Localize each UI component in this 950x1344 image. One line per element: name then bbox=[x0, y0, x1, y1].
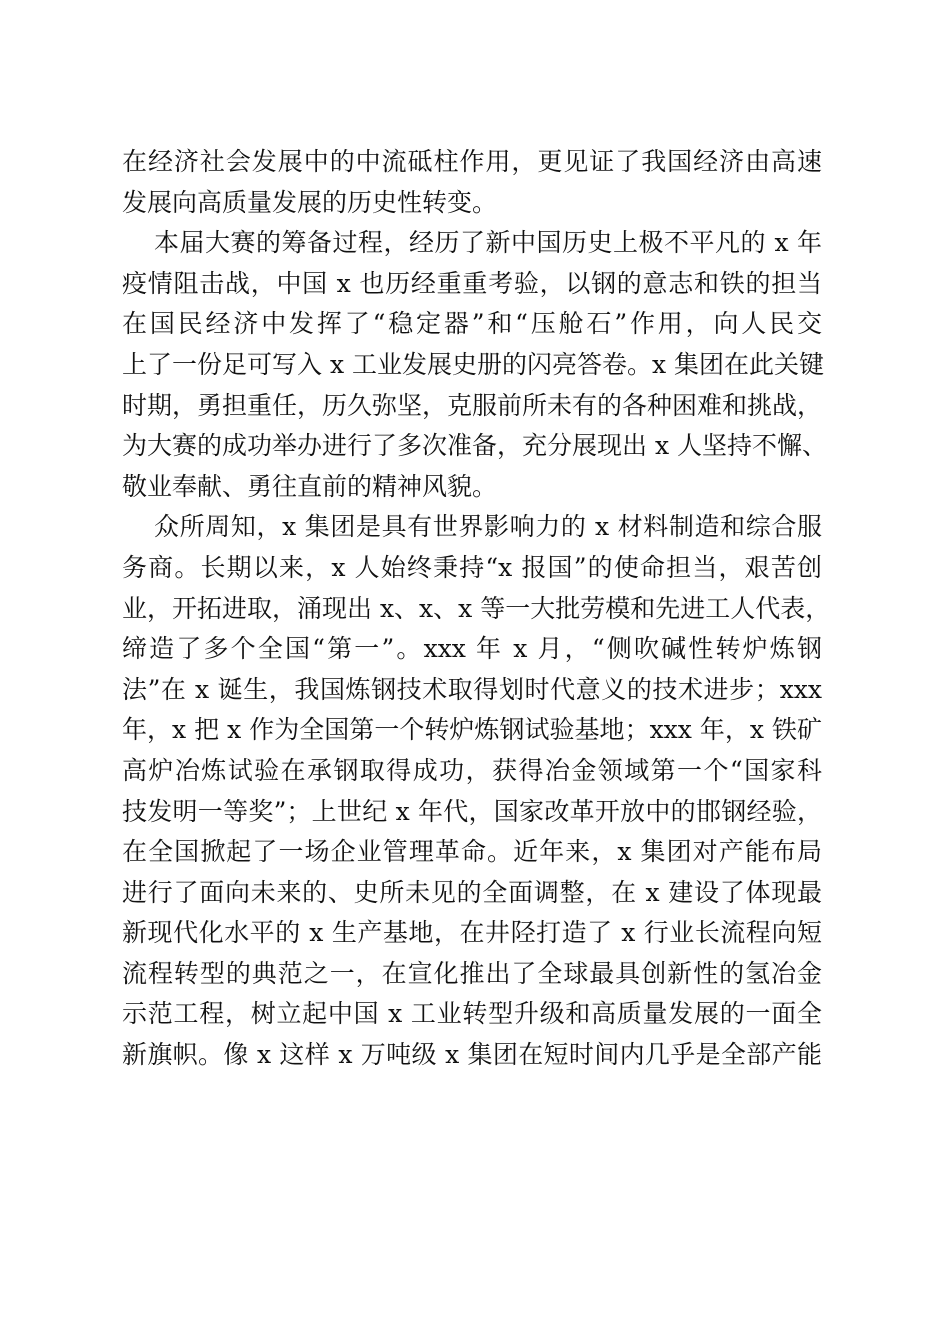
text-line: 发展向高质量发展的历史性转变。 bbox=[122, 187, 498, 217]
text-line: 新旗帜。像 x 这样 x 万吨级 x 集团在短时间内几乎是全部产能 bbox=[122, 1040, 822, 1070]
text-line: 业，开拓进取，涌现出 x、x、x 等一大批劳模和先进工人代表， bbox=[122, 593, 831, 623]
text-line: 为大赛的成功举办进行了多次准备，充分展现出 x 人坚持不懈、 bbox=[122, 431, 827, 461]
text-line: 时期，勇担重任，历久弥坚，克服前所未有的各种困难和挑战， bbox=[122, 390, 823, 420]
text-line: 法”在 x 诞生，我国炼钢技术取得划时代意义的技术进步；xxx bbox=[122, 674, 822, 704]
text-line: 技发明一等奖”；上世纪 x 年代，国家改革开放中的邯钢经验， bbox=[122, 796, 822, 826]
text-line: 务商。长期以来，x 人始终秉持“x 报国”的使命担当，艰苦创 bbox=[122, 552, 822, 582]
paragraph bbox=[122, 507, 831, 1075]
text-line: 疫情阻击战，中国 x 也历经重重考验，以钢的意志和铁的担当 bbox=[122, 268, 822, 298]
text-line: 在经济社会发展中的中流砥柱作用，更见证了我国经济由高速 bbox=[122, 147, 822, 176]
body-text bbox=[122, 142, 831, 1076]
text-line: 进行了面向未来的、史所未见的全面调整，在 x 建设了体现最 bbox=[122, 877, 822, 907]
text-line: 众所周知，x 集团是具有世界影响力的 x 材料制造和综合服 bbox=[154, 512, 822, 542]
text-line: 敬业奉献、勇往直前的精神风貌。 bbox=[122, 471, 498, 501]
text-line: 年，x 把 x 作为全国第一个转炉炼钢试验基地；xxx 年，x 铁矿 bbox=[122, 715, 822, 745]
text-line: 在全国掀起了一场企业管理革命。近年来，x 集团对产能布局 bbox=[122, 837, 822, 867]
text-line: 流程转型的典范之一，在宣化推出了全球最具创新性的氢冶金 bbox=[122, 958, 822, 988]
text-line: 在国民经济中发挥了“稳定器”和“压舱石”作用，向人民交 bbox=[122, 309, 822, 339]
paragraph bbox=[122, 223, 827, 507]
text-line: 本届大赛的筹备过程，经历了新中国历史上极不平凡的 x 年 bbox=[154, 228, 822, 258]
text-line: 高炉冶炼试验在承钢取得成功，获得冶金领域第一个“国家科 bbox=[122, 755, 822, 785]
text-line: 示范工程，树立起中国 x 工业转型升级和高质量发展的一面全 bbox=[122, 999, 822, 1029]
text-line: 上了一份足可写入 x 工业发展史册的闪亮答卷。x 集团在此关键 bbox=[122, 349, 825, 379]
text-line: 缔造了多个全国“第一”。xxx 年 x 月，“侧吹碱性转炉炼钢 bbox=[122, 634, 822, 664]
paragraph bbox=[122, 142, 822, 223]
text-line: 新现代化水平的 x 生产基地，在井陉打造了 x 行业长流程向短 bbox=[122, 918, 822, 948]
